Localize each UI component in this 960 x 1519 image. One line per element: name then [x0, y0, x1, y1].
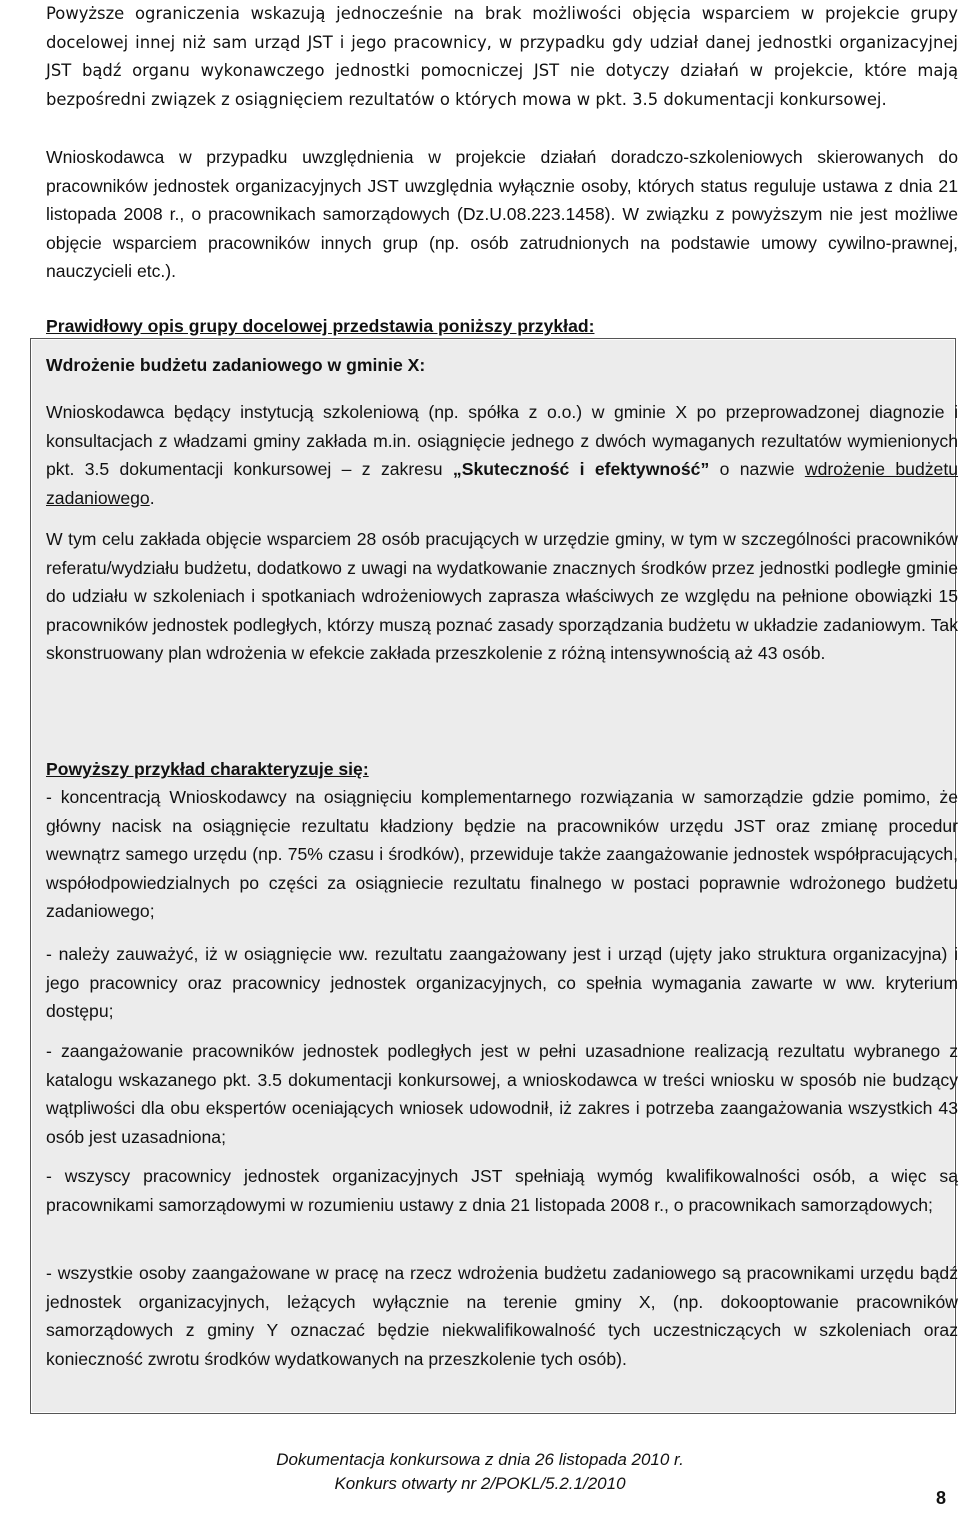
- example-heading: Prawidłowy opis grupy docelowej przedstawia poniższy przykład:: [46, 316, 595, 336]
- characteristics-heading: Powyższy przykład charakteryzuje się:: [46, 759, 369, 779]
- page-number: 8: [935, 1488, 946, 1508]
- characteristic-item: - wszyscy pracownicy jednostek organizacyjnych JST spełniają wymóg kwalifikowalności osób, a więc są pracownikami samorządowymi w rozumieniu ustawy z dnia 21 listopada 2008 r., o pracownikach samorządowych;: [46, 1166, 958, 1215]
- example-box-title: Wdrożenie budżetu zadaniowego w gminie X:: [46, 355, 426, 375]
- example-paragraph-1-end: .: [149, 487, 155, 508]
- example-paragraph-1-mid: o nazwie: [709, 459, 805, 480]
- example-paragraph-1-text: Wnioskodawca będący instytucją szkoleniową (np. spółka z o.o.) w gminie X po przeprowadzonej diagnozie i konsultacjach z władzami gminy zakłada m.in. osiągnięcie jednego z dwóch wymaganych rezultatów wymienionych pkt. 3.5 dokumentacji konkursowej – z zakresu: [46, 402, 958, 480]
- example-box-paragraph-1: [46, 398, 958, 512]
- example-box-paragraph-2: W tym celu zakłada objęcie wsparciem 28 osób pracujących w urzędzie gminy, w tym w szczególności pracowników referatu/wydziału budżetu, dodatkowo z uwagi na wydatkowanie znacznych środków przez jednostki podległe gminie do udziału w szkoleniach i spotkaniach wdrożeniowych zaprasza właściwych ze względu na pełnione obowiązki 15 pracowników jednostek podległych, którzy muszą poznać zasady sporządzania budżetu w układzie zadaniowym. Tak skonstruowany plan wdrożenia w efekcie zakłada przeszkolenie z różną intensywnością aż 43 osób.: [46, 529, 958, 664]
- characteristic-item: - wszystkie osoby zaangażowane w pracę na rzecz wdrożenia budżetu zadaniowego są pracownikami urzędu bądź jednostek organizacyjnych, leżących wyłącznie na terenie gminy X, (np. dokooptowanie pracowników samorządowych z gminy Y oznaczać będzie niekwalifikowalność tych uczestniczących w szkoleniach oraz konieczność zwrotu środków wydatkowanych na przeszkolenie tych osób).: [46, 1263, 958, 1369]
- footer-line-2: Konkurs otwarty nr 2/POKL/5.2.1/2010: [334, 1474, 626, 1493]
- example-underlined-name: wdrożenie budżetu zadaniowego: [46, 459, 959, 508]
- characteristic-item: - koncentracją Wnioskodawcy na osiągnięciu komplementarnego rozwiązania w samorządzie gdzie pomimo, że główny nacisk na osiągnięcie rezultatu kładziony będzie na pracowników urzędu JST oraz zmianę procedur wewnątrz samego urzędu (np. 75% czasu i środków), przewiduje także zaangażowanie jednostek współpracujących, współodpowiedzialnych po części za osiągniecie rezultatu finalnego w postaci poprawnie wdrożonego budżetu zadaniowego;: [46, 787, 958, 922]
- characteristic-item: - należy zauważyć, iż w osiągnięcie ww. rezultatu zaangażowany jest i urząd (ujęty jako struktura organizacyjna) i jego pracownicy oraz pracownicy jednostek organizacyjnych, co spełnia wymagania zawarte w ww. kryterium dostępu;: [46, 944, 958, 1022]
- intro-paragraph-2: Wnioskodawca w przypadku uwzględnienia w projekcie działań doradczo-szkoleniowych skierowanych do pracowników jednostek organizacyjnych JST uwzględnia wyłącznie osoby, których status reguluje ustawa z dnia 21 listopada 2008 r., o pracownikach samorządowych (Dz.U.08.223.1458). W związku z powyższym nie jest możliwe objęcie wsparciem pracowników innych grup (np. osób zatrudnionych na podstawie umowy cywilno-prawnej, nauczycieli etc.).: [46, 147, 958, 282]
- footer-line-1: Dokumentacja konkursowa z dnia 26 listopada 2010 r.: [276, 1450, 684, 1469]
- example-quote: „Skuteczność i efektywność”: [452, 459, 710, 480]
- characteristic-item: - zaangażowanie pracowników jednostek podległych jest w pełni uzasadnione realizacją rezultatu wybranego z katalogu wskazanego pkt. 3.5 dokumentacji konkursowej, a wnioskodawca w treści wniosku w sposób nie budzący wątpliwości dla obu ekspertów oceniających wniosek udowodnił, iż zakres i potrzeba zaangażowania wszystkich 43 osób jest uzasadniona;: [46, 1041, 958, 1147]
- intro-paragraph-1: Powyższe ograniczenia wskazują jednocześnie na brak możliwości objęcia wsparciem w projekcie grupy docelowej innej niż sam urząd JST i jego pracownicy, w przypadku gdy udział danej jednostki organizacyjnej JST bądź organu wykonawczego jednostki pomocniczej JST nie dotyczy działań w projekcie, które mają bezpośredni związek z osiągnięciem rezultatów o których mowa w pkt. 3.5 dokumentacji konkursowej.: [46, 4, 958, 109]
